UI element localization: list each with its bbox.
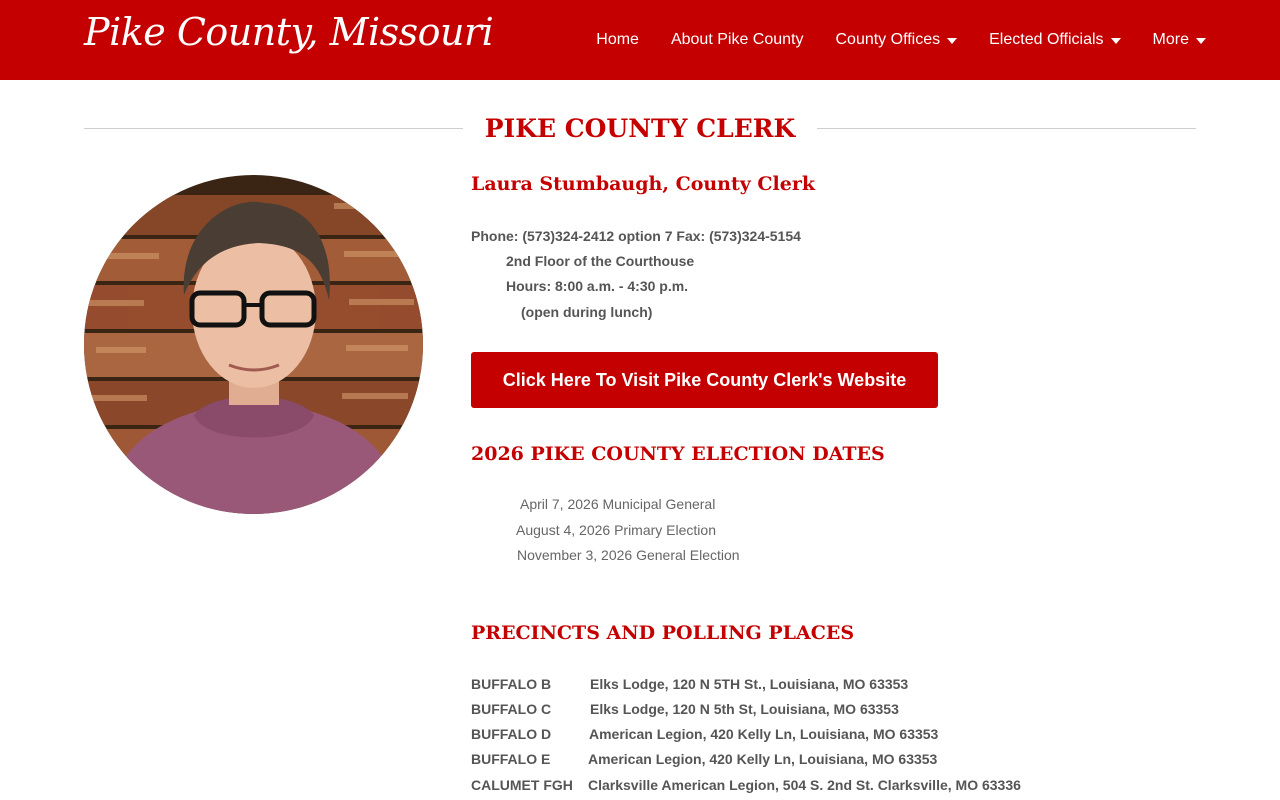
site-logo[interactable]: Pike County, Missouri	[84, 10, 494, 54]
precinct-name: BUFFALO C	[471, 701, 552, 717]
election-date-item: April 7, 2026 Municipal General	[520, 496, 716, 512]
precinct-name: BUFFALO D	[471, 726, 552, 742]
title-divider-left	[84, 128, 463, 129]
official-name-heading: Laura Stumbaugh, County Clerk	[471, 173, 816, 195]
precinct-name: CALUMET FGH	[471, 777, 573, 793]
precinct-row	[471, 726, 939, 742]
election-date-item: November 3, 2026 General Election	[517, 547, 740, 563]
precinct-row	[471, 701, 899, 717]
nav-more-label: More	[1152, 31, 1189, 48]
election-date-item: August 4, 2026 Primary Election	[516, 522, 716, 538]
office-hours: Hours: 8:00 a.m. - 4:30 p.m.	[506, 278, 689, 294]
nav-county-offices[interactable]	[835, 31, 957, 49]
precinct-name: BUFFALO E	[471, 751, 551, 767]
title-divider-right	[817, 128, 1196, 129]
precincts-heading: PRECINCTS AND POLLING PLACES	[471, 622, 855, 644]
polling-place: Clarksville American Legion, 504 S. 2nd St. Clarksville, MO 63336	[588, 777, 1021, 793]
polling-place: Elks Lodge, 120 N 5th St, Louisiana, MO 63353	[590, 701, 899, 717]
visit-clerk-website-label: Click Here To Visit Pike County Clerk's Website	[502, 369, 907, 390]
nav-home[interactable]	[596, 31, 639, 49]
precinct-row	[471, 751, 938, 767]
polling-place: American Legion, 420 Kelly Ln, Louisiana, MO 63353	[588, 751, 938, 767]
precinct-name: BUFFALO B	[471, 676, 552, 692]
office-location: 2nd Floor of the Courthouse	[506, 253, 695, 269]
nav-more[interactable]	[1153, 31, 1206, 49]
precinct-row	[471, 676, 909, 692]
phone-fax-line: Phone: (573)324-2412 option 7 Fax: (573)324-5154	[471, 228, 801, 244]
nav-about[interactable]	[671, 31, 804, 49]
nav-about-label: About Pike County	[670, 31, 804, 48]
nav-home-label: Home	[596, 31, 639, 48]
page-title: PIKE COUNTY CLERK	[484, 113, 796, 143]
visit-clerk-website-button[interactable]	[471, 352, 938, 408]
nav-elected-officials-label: Elected Officials	[989, 31, 1104, 48]
polling-place: Elks Lodge, 120 N 5TH St., Louisiana, MO 63353	[590, 676, 909, 692]
clerk-portrait	[84, 175, 423, 514]
lunch-note: (open during lunch)	[521, 304, 653, 320]
caret-down-icon	[1111, 38, 1121, 44]
site-header	[0, 0, 1280, 80]
page-title-row	[84, 108, 1196, 148]
caret-down-icon	[947, 38, 957, 44]
election-dates-heading: 2026 PIKE COUNTY ELECTION DATES	[471, 443, 885, 465]
polling-place: American Legion, 420 Kelly Ln, Louisiana, MO 63353	[589, 726, 939, 742]
nav-county-offices-label: County Offices	[835, 31, 941, 48]
nav-elected-officials[interactable]	[989, 31, 1120, 49]
precinct-row	[471, 777, 1021, 793]
main-nav	[564, 0, 1206, 80]
caret-down-icon	[1196, 38, 1206, 44]
